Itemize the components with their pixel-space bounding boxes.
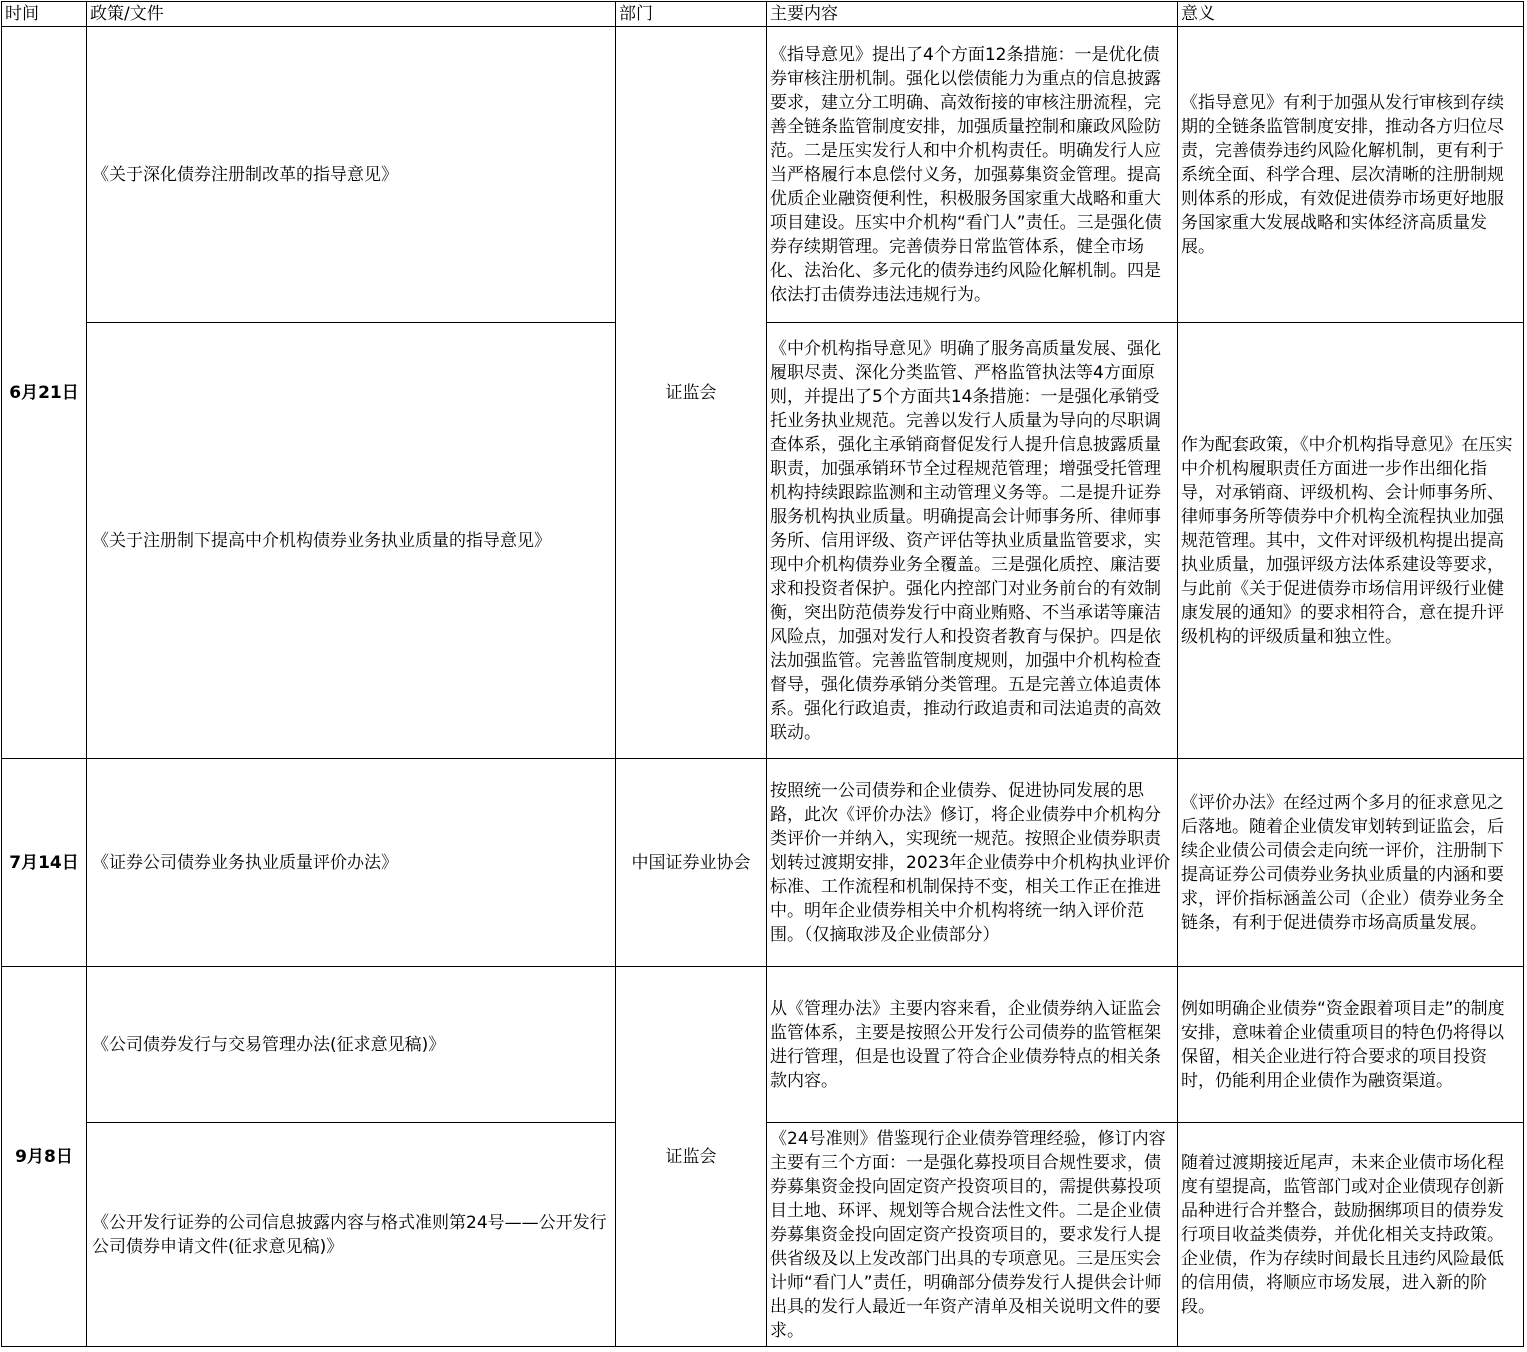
significance-cell: 《指导意见》有利于加强从发行审核到存续期的全链条监管制度安排，推动各方归位尽责，完善债券违约风险化解机制，更有利于系统全面、科学合理、层次清晰的注册制规则体系的形成，有效促进债券市场更好地服务国家重大发展战略和实体经济高质量发展。 (1178, 27, 1524, 323)
header-significance: 意义 (1178, 2, 1524, 27)
significance-cell: 作为配套政策，《中介机构指导意见》在压实中介机构履职责任方面进一步作出细化指导，对承销商、评级机构、会计师事务所、律师事务所等债券中介机构全流程执业加强规范管理。其中，文件对评级机构提出提高执业质量，加强评级方法体系建设等要求，与此前《关于促进债券市场信用评级行业健康发展的通知》的要求相符合，意在提升评级机构的评级质量和独立性。 (1178, 323, 1524, 759)
table-row (2, 967, 1524, 1123)
content-cell: 从《管理办法》主要内容来看，企业债券纳入证监会监管体系，主要是按照公开发行公司债券的监管框架进行管理，但是也设置了符合企业债券特点的相关条款内容。 (767, 967, 1178, 1123)
content-cell: 《24号准则》借鉴现行企业债券管理经验，修订内容主要有三个方面：一是强化募投项目合规性要求，债券募集资金投向固定资产投资项目的，需提供募投项目土地、环评、规划等合规合法性文件。二是企业债券募集资金投向固定资产投资项目的，要求发行人提供省级及以上发改部门出具的专项意见。三是压实会计师“看门人”责任，明确部分债券发行人提供会计师出具的发行人最近一年资产清单及相关说明文件的要求。 (767, 1123, 1178, 1347)
table-row (2, 759, 1524, 967)
department-cell: 证监会 (616, 27, 767, 759)
header-row (2, 2, 1524, 27)
content-cell: 按照统一公司债券和企业债券、促进协同发展的思路，此次《评价办法》修订，将企业债券中介机构分类评价一并纳入，实现统一规范。按照企业债券职责划转过渡期安排，2023年企业债券中介机构执业评价标准、工作流程和机制保持不变，相关工作正在推进中。明年企业债券相关中介机构将统一纳入评价范围。（仅摘取涉及企业债部分） (767, 759, 1178, 967)
document-title: 《关于深化债券注册制改革的指导意见》 (87, 27, 616, 323)
significance-cell: 《评价办法》在经过两个多月的征求意见之后落地。随着企业债发审划转到证监会，后续企业债公司债会走向统一评价，注册制下提高证券公司债券业务执业质量的内涵和要求，评价指标涵盖公司（企业）债券业务全链条，有利于促进债券市场高质量发展。 (1178, 759, 1524, 967)
document-title: 《证券公司债券业务执业质量评价办法》 (87, 759, 616, 967)
header-policy: 政策/文件 (87, 2, 616, 27)
document-title: 《关于注册制下提高中介机构债券业务执业质量的指导意见》 (87, 323, 616, 759)
document-title: 《公司债券发行与交易管理办法(征求意见稿)》 (87, 967, 616, 1123)
content-cell: 《中介机构指导意见》明确了服务高质量发展、强化履职尽责、深化分类监管、严格监管执法等4方面原则，并提出了5个方面共14条措施：一是强化承销受托业务执业规范。完善以发行人质量为导向的尽职调查体系，强化主承销商督促发行人提升信息披露质量职责，加强承销环节全过程规范管理；增强受托管理机构持续跟踪监测和主动管理义务等。二是提升证券服务机构执业质量。明确提高会计师事务所、律师事务所、信用评级、资产评估等执业质量监管要求，实现中介机构债券业务全覆盖。三是强化质控、廉洁要求和投资者保护。强化内控部门对业务前台的有效制衡，突出防范债券发行中商业贿赂、不当承诺等廉洁风险点，加强对发行人和投资者教育与保护。四是依法加强监管。完善监管制度规则，加强中介机构检查督导，强化债券承销分类管理。五是完善立体追责体系。强化行政追责，推动行政追责和司法追责的高效联动。 (767, 323, 1178, 759)
significance-cell: 随着过渡期接近尾声，未来企业债市场化程度有望提高，监管部门或对企业债现存创新品种进行合并整合，鼓励捆绑项目的债券发行项目收益类债券，并优化相关支持政策。企业债，作为存续时间最长且违约风险最低的信用债，将顺应市场发展，进入新的阶段。 (1178, 1123, 1524, 1347)
department-cell: 证监会 (616, 967, 767, 1347)
date-cell: 7月14日 (2, 759, 87, 967)
header-content: 主要内容 (767, 2, 1178, 27)
header-time: 时间 (2, 2, 87, 27)
department-cell: 中国证券业协会 (616, 759, 767, 967)
document-title: 《公开发行证券的公司信息披露内容与格式准则第24号——公开发行公司债券申请文件(征求意见稿)》 (87, 1123, 616, 1347)
date-cell: 6月21日 (2, 27, 87, 759)
table-row (2, 27, 1524, 323)
content-cell: 《指导意见》提出了4个方面12条措施：一是优化债券审核注册机制。强化以偿债能力为重点的信息披露要求，建立分工明确、高效衔接的审核注册流程，完善全链条监管制度安排，加强质量控制和廉政风险防范。二是压实发行人和中介机构责任。明确发行人应当严格履行本息偿付义务，加强募集资金管理。提高优质企业融资便利性，积极服务国家重大战略和重大项目建设。压实中介机构“看门人”责任。三是强化债券存续期管理。完善债券日常监管体系，健全市场化、法治化、多元化的债券违约风险化解机制。四是依法打击债券违法违规行为。 (767, 27, 1178, 323)
header-department: 部门 (616, 2, 767, 27)
significance-cell: 例如明确企业债券“资金跟着项目走”的制度安排，意味着企业债重项目的特色仍将得以保留，相关企业进行符合要求的项目投资时，仍能利用企业债作为融资渠道。 (1178, 967, 1524, 1123)
date-cell: 9月8日 (2, 967, 87, 1347)
policy-table (1, 1, 1524, 1347)
